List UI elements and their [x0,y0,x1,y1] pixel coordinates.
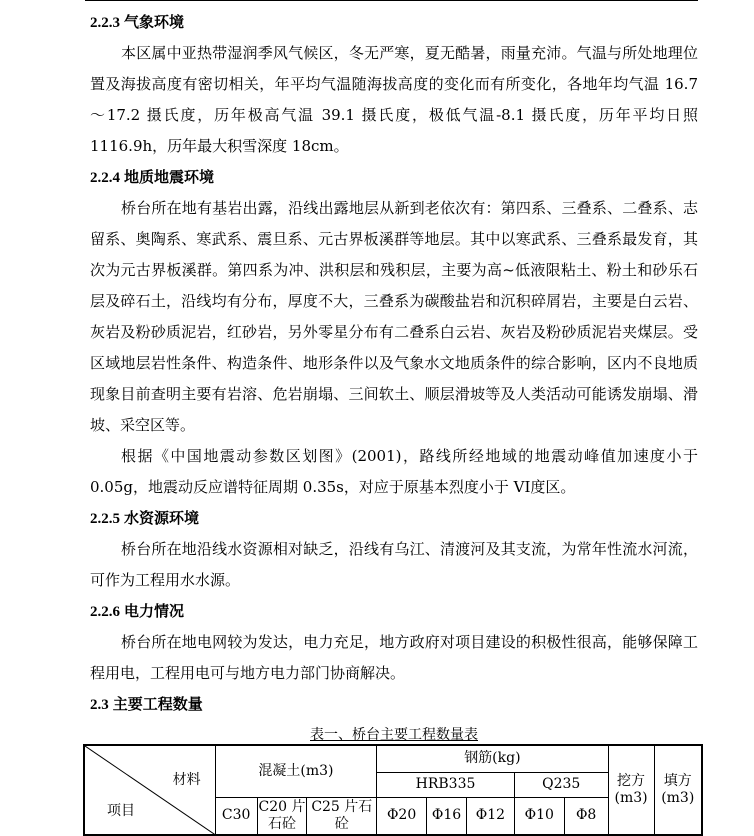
section-number: 2.2.5 [90,511,120,527]
header-c25: C25 片石砼 [307,797,377,835]
diagonal-line [85,746,217,836]
section-heading-2-2-5 [90,503,698,534]
section-title: 水资源环境 [124,509,200,527]
header-d12: Φ12 [466,797,514,835]
header-q235: Q235 [514,772,608,797]
header-c30: C30 [215,797,257,835]
paragraph-water: 桥台所在地沿线水资源相对缺乏，沿线有乌江、清渡河及其支流，为常年性流水河流，可作为工程用水水源。 [90,540,698,589]
section-heading-2-2-4 [90,162,698,193]
header-d16: Φ16 [427,797,467,835]
section-number: 2.3 [90,697,109,713]
section-heading-2-3 [90,689,698,720]
paragraph-power: 桥台所在地电网较为发达，电力充足，地方政府对项目建设的积极性很高，能够保障工程用电，工程用电可与地方电力部门协商解决。 [90,633,698,682]
header-c20: C20 片石砼 [257,797,307,835]
section-number: 2.2.4 [90,170,120,186]
table-caption: 表一、桥台主要工程数量表 [310,727,478,743]
section-title: 气象环境 [124,13,185,31]
document-page [90,0,698,748]
section-number: 2.2.6 [90,604,120,620]
header-rebar: 钢筋(kg) [377,745,608,772]
table-corner-cell [84,745,215,835]
section-title: 电力情况 [124,602,185,620]
quantity-table [83,744,703,836]
corner-label-item: 项目 [107,803,135,819]
header-d8: Φ8 [564,797,608,835]
header-fill: 填方(m3) [654,745,702,835]
header-excavation: 挖方(m3) [608,745,654,835]
section-number: 2.2.3 [90,15,120,31]
header-d10: Φ10 [514,797,564,835]
paragraph-seismic: 根据《中国地震动参数区划图》(2001)，路线所经地域的地震动峰值加速度小于0.05g，地震动反应谱特征周期 0.35s，对应于原基本烈度小于 VI度区。 [90,447,698,496]
section-heading-2-2-3 [90,7,698,38]
header-hrb335: HRB335 [377,772,515,797]
corner-label-material: 材料 [172,772,201,788]
paragraph-geology: 桥台所在地有基岩出露，沿线出露地层从新到老依次有：第四系、三叠系、二叠系、志留系、奥陶系、寒武系、震旦系、元古界板溪群等地层。其中以寒武系、三叠系最发育，其次为元古界板溪群。第四系为冲、洪积层和残积层，主要为高~低液限粘土、粉土和砂乐石层及碎石土，沿线均有分布，厚度不大，三叠系为碳酸盐岩和沉积碎屑岩，主要是白云岩、灰岩及粉砂质泥岩，红砂岩，另外零星分布有二叠系白云岩、灰岩及粉砂质泥岩夹煤层。受区域地层岩性条件、构造条件、地形条件以及气象水文地质条件的综合影响，区内不良地质现象目前查明主要有岩溶、危岩崩塌、三间软土、顺层滑坡等及人类活动可能诱发崩塌、滑坡、采空区等。 [90,199,698,434]
paragraph-climate: 本区属中亚热带湿润季风气候区，冬无严寒，夏无酷暑，雨量充沛。气温与所处地理位置及海拔高度有密切相关，年平均气温随海拔高度的变化而有所变化，各地年均气温 16.7～17.2 摄氏度，历年极高气温 39.1 摄氏度，极低气温-8.1 摄氏度，历年平均日照1116.9h，历年最大积雪深度 18cm。 [90,44,698,155]
header-concrete: 混凝土(m3) [215,745,377,797]
section-heading-2-2-6 [90,596,698,627]
header-d20: Φ20 [377,797,427,835]
section-title: 地质地震环境 [124,168,215,186]
section-title: 主要工程数量 [112,695,203,713]
